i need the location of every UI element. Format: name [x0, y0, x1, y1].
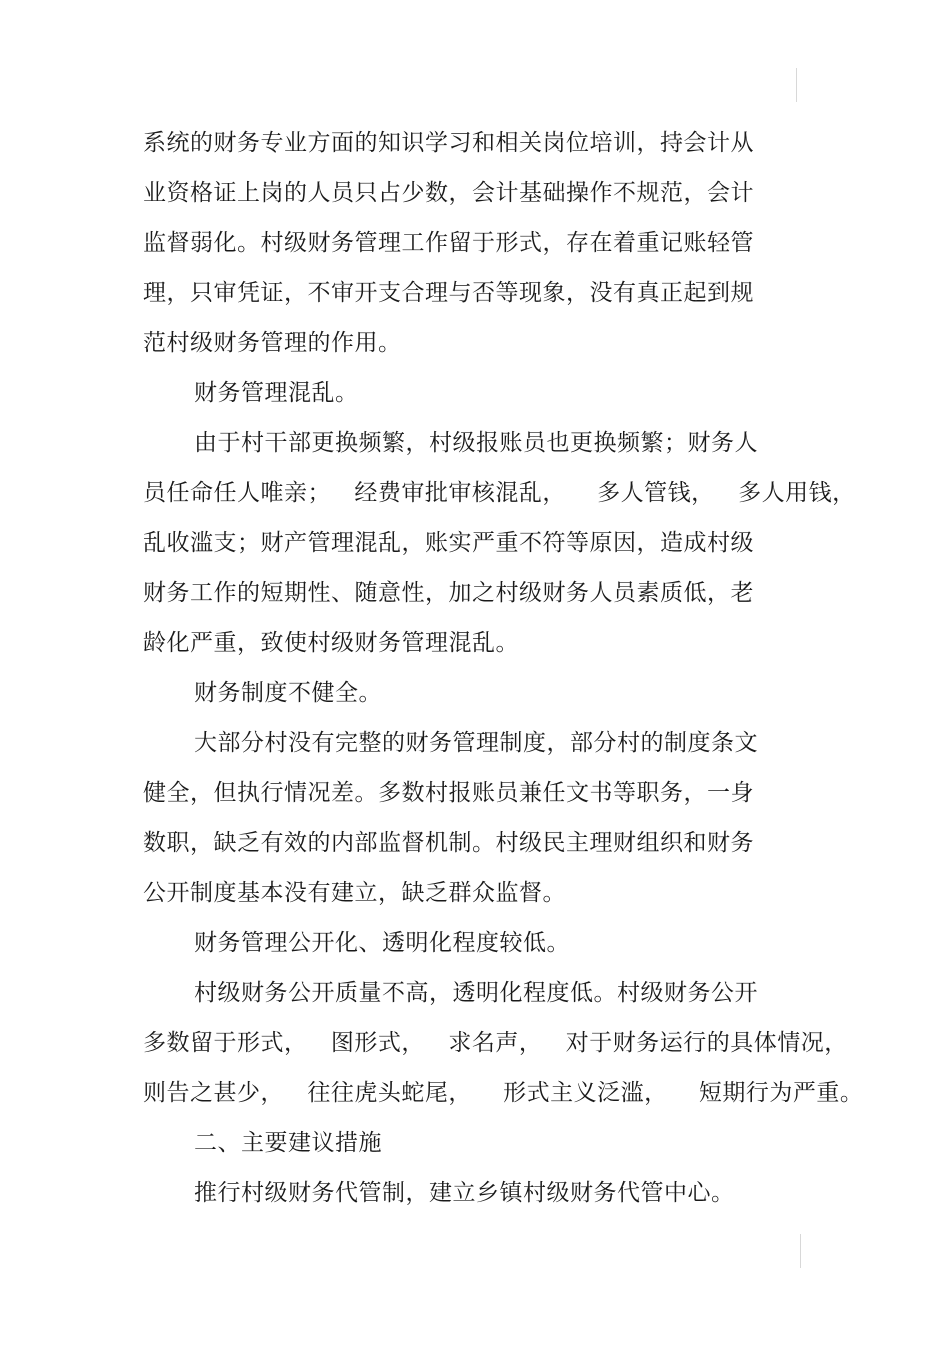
section-heading-transparency: 财务管理公开化、透明化程度较低。: [194, 930, 570, 956]
text-line-3: 监督弱化。村级财务管理工作留于形式，存在着重记账轻管: [143, 230, 754, 256]
text-line-13: 大部分村没有完整的财务管理制度，部分村的制度条文: [194, 730, 758, 756]
page-edge-mark-top: [796, 68, 797, 102]
text-line-2: 业资格证上岗的人员只占少数，会计基础操作不规范，会计: [143, 180, 754, 206]
text-line-7: 由于村干部更换频繁，村级报账员也更换频繁；财务人: [194, 430, 758, 456]
text-line-14: 健全，但执行情况差。多数村报账员兼任文书等职务，一身: [143, 780, 754, 806]
section-heading-main-suggestions: 二、主要建议措施: [194, 1130, 382, 1156]
text-line-10: 财务工作的短期性、随意性，加之村级财务人员素质低，老: [143, 580, 754, 606]
text-line-22: 推行村级财务代管制，建立乡镇村级财务代管中心。: [194, 1180, 735, 1206]
text-line-4: 理，只审凭证，不审开支合理与否等现象，没有真正起到规: [143, 280, 754, 306]
text-line-16: 公开制度基本没有建立，缺乏群众监督。: [143, 880, 566, 906]
section-heading-system-incomplete: 财务制度不健全。: [194, 680, 382, 706]
text-line-15: 数职，缺乏有效的内部监督机制。村级民主理财组织和财务: [143, 830, 754, 856]
text-line-8: 员任命任人唯亲； 经费审批审核混乱， 多人管钱， 多人用钱，: [143, 480, 856, 506]
text-line-20: 则告之甚少， 往往虎头蛇尾， 形式主义泛滥， 短期行为严重。: [143, 1080, 864, 1106]
text-line-9: 乱收滥支；财产管理混乱，账实严重不符等原因，造成村级: [143, 530, 754, 556]
text-line-19: 多数留于形式， 图形式， 求名声， 对于财务运行的具体情况，: [143, 1030, 848, 1056]
text-line-1: 系统的财务专业方面的知识学习和相关岗位培训，持会计从: [143, 130, 754, 156]
text-line-18: 村级财务公开质量不高，透明化程度低。村级财务公开: [194, 980, 758, 1006]
section-heading-management-chaos: 财务管理混乱。: [194, 380, 359, 406]
text-line-5: 范村级财务管理的作用。: [143, 330, 402, 356]
page-edge-mark-bottom: [800, 1234, 801, 1268]
text-line-11: 龄化严重，致使村级财务管理混乱。: [143, 630, 519, 656]
